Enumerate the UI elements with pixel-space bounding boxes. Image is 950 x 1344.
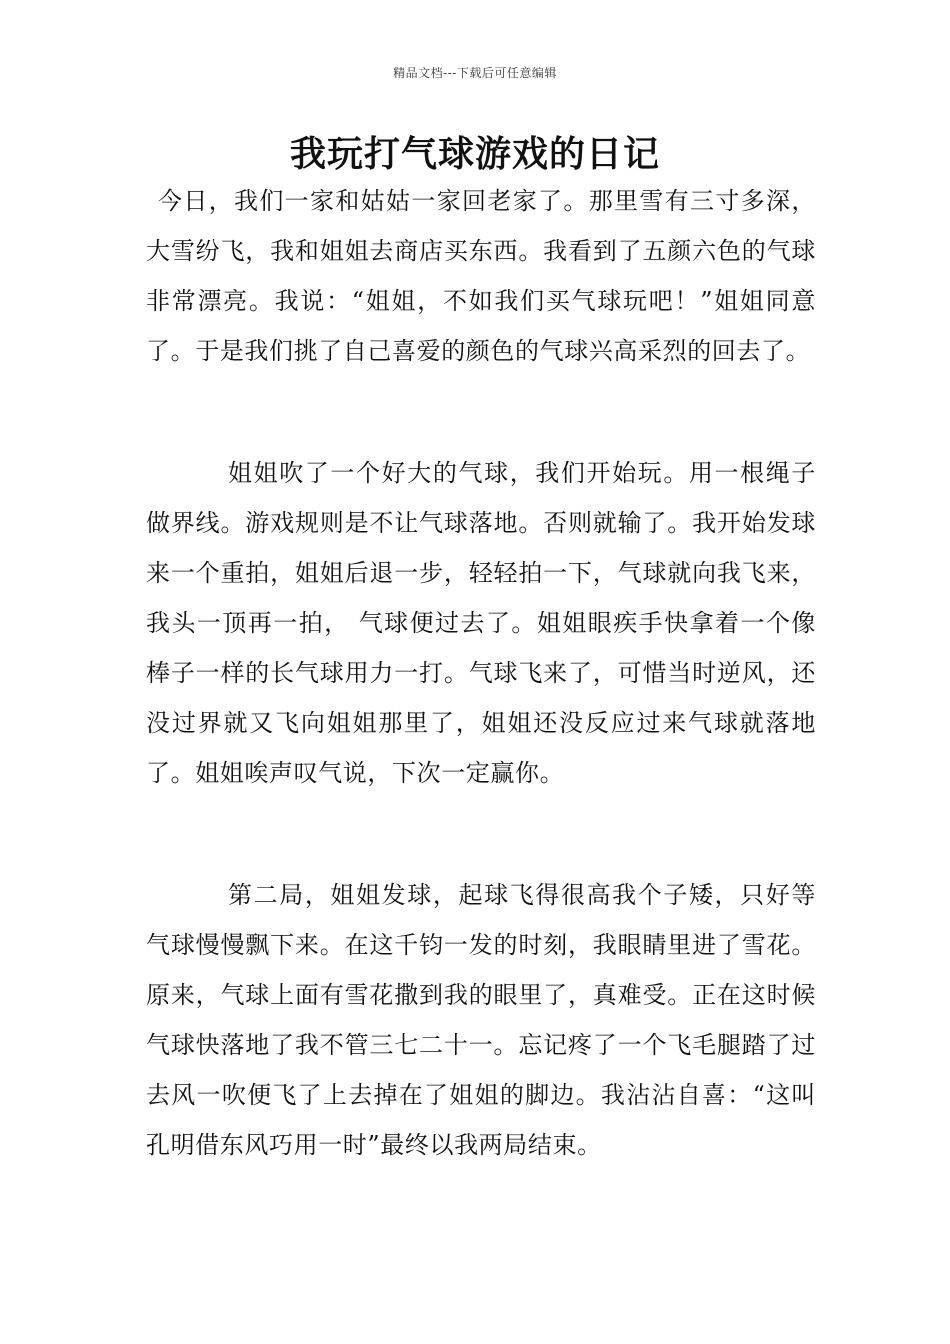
paragraph-spacer <box>146 798 816 870</box>
paragraph-2: 姐姐吹了一个好大的气球，我们开始玩。用一根绳子做界线。游戏规则是不让气球落地。否则就输了。我开始发球来一个重拍，姐姐后退一步，轻轻拍一下，气球就向我飞来，我头一顶再一拍， 气球便过去了。姐姐眼疾手快拿着一个像棒子一样的长气球用力一打。气球飞来了，可惜当时逆风，还没过界就又飞向姐姐那里了，姐姐还没反应过来气球就落地了。姐姐唉声叹气说，下次一定赢你。 <box>146 459 816 787</box>
document-title: 我玩打气球游戏的日记 <box>289 134 660 175</box>
paragraph-spacer <box>146 376 816 448</box>
paragraph-3: 第二局，姐姐发球，起球飞得很高我个子矮，只好等气球慢慢飘下来。在这千钧一发的时刻，我眼睛里进了雪花。原来，气球上面有雪花撒到我的眼里了，真难受。正在这时候气球快落地了我不管三七二十一。忘记疼了一个飞毛腿踏了过去风一吹便飞了上去掉在了姐姐的脚边。我沾沾自喜：“这叫孔明借东风巧用一时”最终以我两局结束。 <box>146 881 816 1159</box>
page-header: 精品文档---下载后可任意编辑 <box>393 66 557 80</box>
paragraph-1: 今日，我们一家和姑姑一家回老家了。那里雪有三寸多深，大雪纷飞，我和姐姐去商店买东西。我看到了五颜六色的气球非常漂亮。我说：“姐姐，不如我们买气球玩吧！”姐姐同意了。于是我们挑了自己喜爱的颜色的气球兴高采烈的回去了。 <box>146 187 816 365</box>
document-body <box>146 176 816 1170</box>
